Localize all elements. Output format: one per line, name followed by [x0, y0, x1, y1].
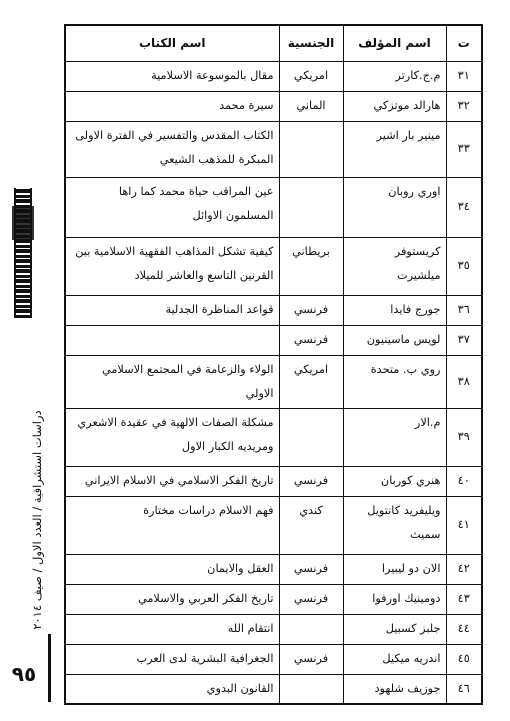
footer-divider — [48, 634, 51, 702]
cell-title: سيرة محمد — [65, 91, 279, 121]
cell-nationality: كندي — [279, 496, 343, 554]
cell-nationality — [279, 177, 343, 237]
cell-title: مقال بالموسوعة الاسلامية — [65, 61, 279, 91]
cell-title: الجغرافية البشرية لدى العرب — [65, 644, 279, 674]
cell-title: عين المراقب حياة محمد كما راها المسلمون الاوائل — [65, 177, 279, 237]
cell-nationality: فرنسي — [279, 466, 343, 496]
cell-author: لويس ماسينيون — [343, 325, 446, 355]
cell-num: ٤٣ — [446, 584, 482, 614]
cell-num: ٣٣ — [446, 121, 482, 177]
page-number: ٩٥ — [11, 662, 37, 686]
cell-author: ويليفريد كانتويل سميث — [343, 496, 446, 554]
cell-nationality: فرنسي — [279, 554, 343, 584]
table-row — [65, 674, 482, 704]
header-author: اسم المؤلف — [343, 25, 446, 61]
cell-nationality: فرنسي — [279, 644, 343, 674]
cell-num: ٣٨ — [446, 355, 482, 408]
cell-author: جلبز كسبيل — [343, 614, 446, 644]
cell-title: تاريخ الفكر العربي والاسلامي — [65, 584, 279, 614]
cell-nationality: فرنسي — [279, 584, 343, 614]
cell-title: الولاء والزعامة في المجتمع الاسلامي الاولي — [65, 355, 279, 408]
table-row — [65, 121, 482, 177]
header-num: ت — [446, 25, 482, 61]
table-row — [65, 614, 482, 644]
cell-author: جورج فايدا — [343, 295, 446, 325]
table-row — [65, 584, 482, 614]
cell-num: ٤٢ — [446, 554, 482, 584]
cell-author: م.ج.كارتر — [343, 61, 446, 91]
cell-num: ٤٥ — [446, 644, 482, 674]
table-row — [65, 91, 482, 121]
table-row — [65, 325, 482, 355]
cell-nationality: فرنسي — [279, 325, 343, 355]
cell-author: هارالد موتزكي — [343, 91, 446, 121]
cell-title: انتقام الله — [65, 614, 279, 644]
cell-author: اوري روبان — [343, 177, 446, 237]
cell-nationality: فرنسي — [279, 295, 343, 325]
cell-author: جوزيف شلهود — [343, 674, 446, 704]
cell-title: مشكلة الصفات الالهية في عقيدة الاشعري ومريديه الكبار الاول — [65, 408, 279, 466]
cell-num: ٤٠ — [446, 466, 482, 496]
cell-author: روي ب. متحدة — [343, 355, 446, 408]
cell-nationality — [279, 674, 343, 704]
cell-author: كريستوفر ميلشيرت — [343, 237, 446, 295]
cell-num: ٣٢ — [446, 91, 482, 121]
cell-author: م.الار — [343, 408, 446, 466]
cell-nationality: بريطاني — [279, 237, 343, 295]
cell-nationality: امريكي — [279, 61, 343, 91]
cell-num: ٣١ — [446, 61, 482, 91]
cell-nationality — [279, 614, 343, 644]
cell-num: ٣٥ — [446, 237, 482, 295]
cell-title: كيفية تشكل المذاهب الفقهية الاسلامية بين القرنين التاسع والعاشر للميلاد — [65, 237, 279, 295]
cell-num: ٣٤ — [446, 177, 482, 237]
cell-title: الكتاب المقدس والتفسير في الفترة الاولى المبكرة للمذهب الشيعي — [65, 121, 279, 177]
cell-num: ٤١ — [446, 496, 482, 554]
cell-author: الان دو ليبيرا — [343, 554, 446, 584]
cell-author: هنري كوربان — [343, 466, 446, 496]
cell-author: دومينيك اورفوا — [343, 584, 446, 614]
table-row — [65, 295, 482, 325]
cell-num: ٣٩ — [446, 408, 482, 466]
cell-nationality: امريكي — [279, 355, 343, 408]
table-row — [65, 177, 482, 237]
cell-author: مينير بار اشير — [343, 121, 446, 177]
books-table — [64, 24, 483, 705]
cell-nationality: الماني — [279, 91, 343, 121]
table-row — [65, 61, 482, 91]
table-row — [65, 466, 482, 496]
header-title: اسم الكتاب — [65, 25, 279, 61]
cell-num: ٤٤ — [446, 614, 482, 644]
cell-num: ٤٦ — [446, 674, 482, 704]
cell-nationality — [279, 121, 343, 177]
table-row — [65, 496, 482, 554]
cell-title — [65, 325, 279, 355]
cell-title: العقل والايمان — [65, 554, 279, 584]
table-row — [65, 355, 482, 408]
cell-author: اندريه ميكيل — [343, 644, 446, 674]
journal-logo — [14, 188, 32, 318]
table-row — [65, 237, 482, 295]
running-footer: دراسات استشراقية / العدد الاول / صيف ٢٠١٤ — [30, 410, 44, 630]
cell-title: القانون البدوي — [65, 674, 279, 704]
table-row — [65, 644, 482, 674]
table-header-row — [65, 25, 482, 61]
table-row — [65, 408, 482, 466]
cell-title: تاريخ الفكر الاسلامي في الاسلام الايراني — [65, 466, 279, 496]
header-nationality: الجنسية — [279, 25, 343, 61]
cell-num: ٣٧ — [446, 325, 482, 355]
table-row — [65, 554, 482, 584]
cell-title: قواعد المناظرة الجدلية — [65, 295, 279, 325]
cell-title: فهم الاسلام دراسات مختارة — [65, 496, 279, 554]
cell-nationality — [279, 408, 343, 466]
cell-num: ٣٦ — [446, 295, 482, 325]
